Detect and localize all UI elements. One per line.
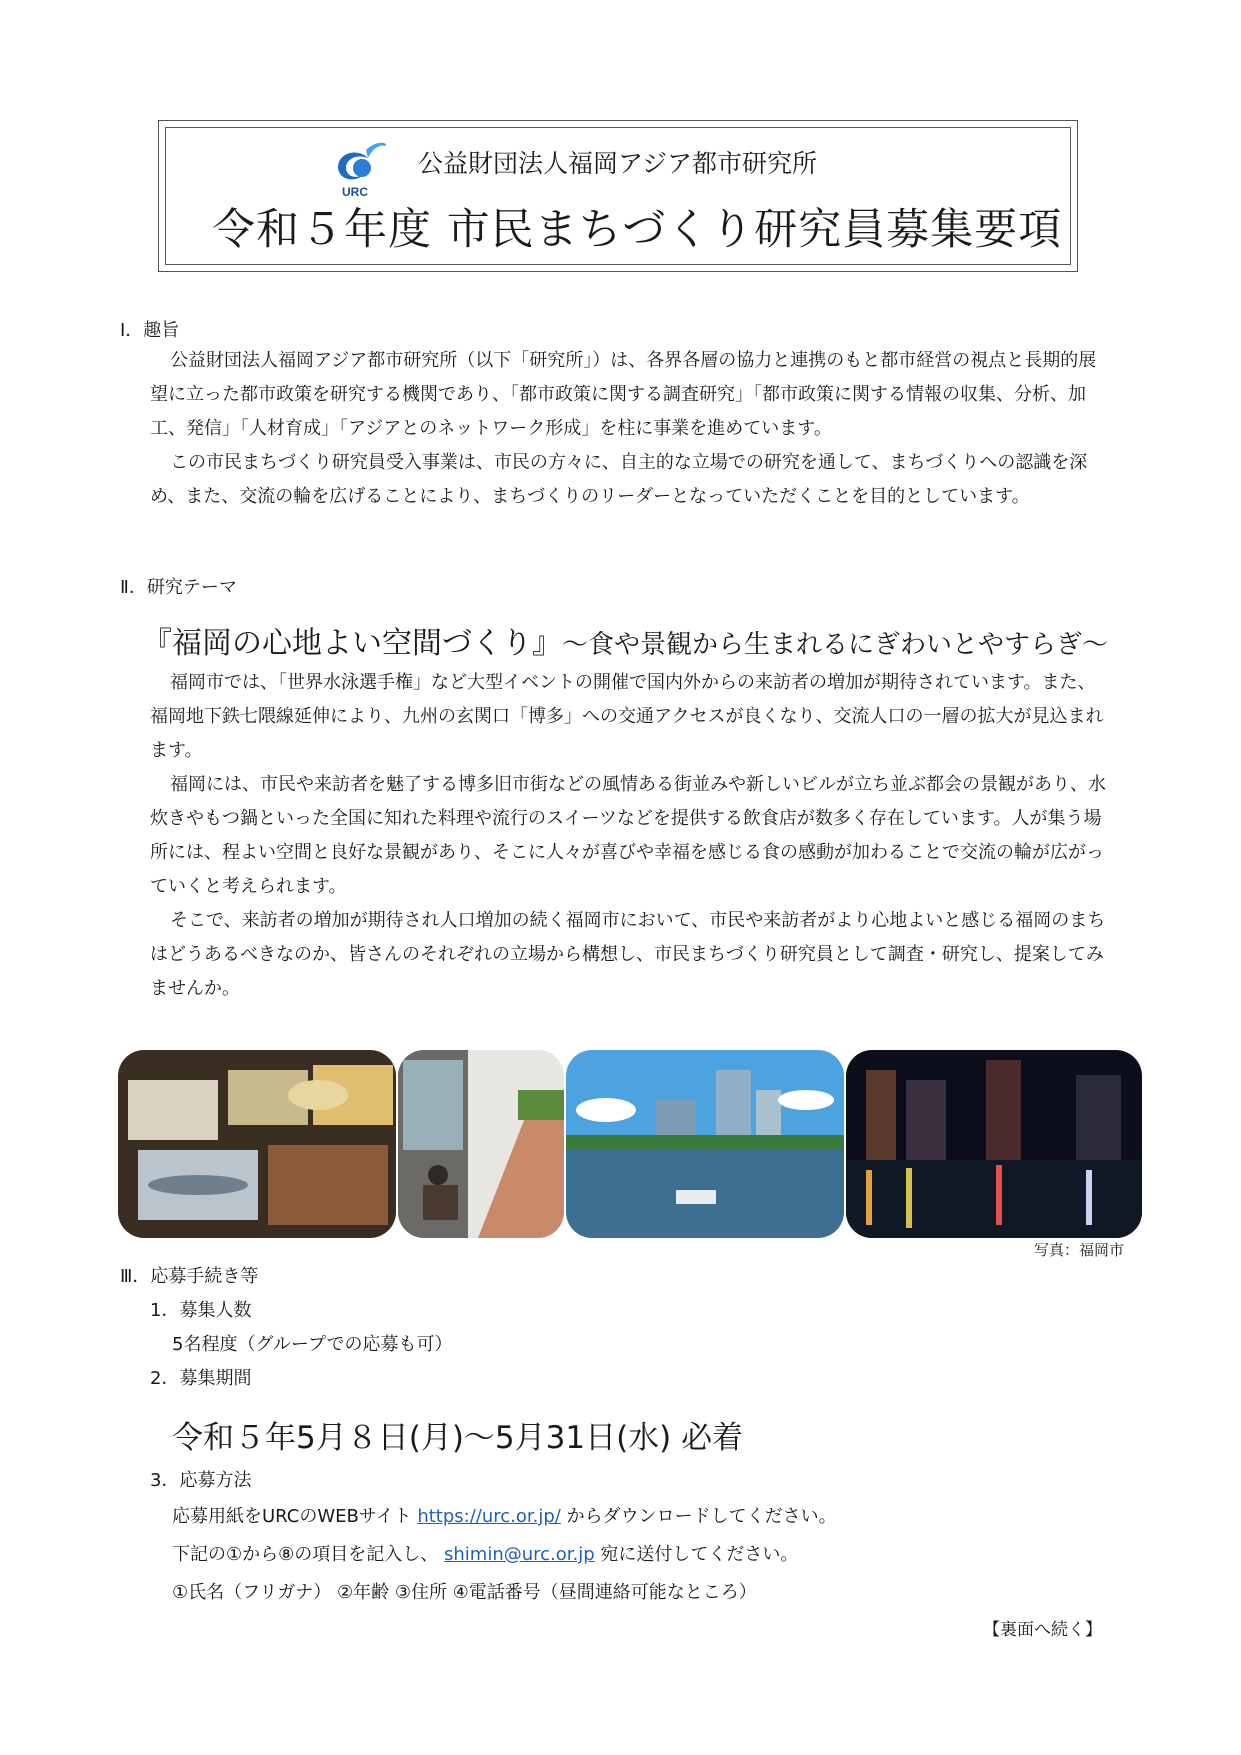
section1-paragraph-1: 公益財団法人福岡アジア都市研究所（以下「研究所」）は、各界各層の協力と連携のもと都市経営の視点と長期的展望に立った都市政策を研究する機関であり、「都市政策に関する調査研究」「都市政策に関する情報の収集、分析、加工、発信」「人材育成」「アジアとのネットワーク形成」を柱に事業を進めています。 bbox=[150, 350, 1097, 439]
theme-subtitle: ～食や景観から生まれるにぎわいとやすらぎ～ bbox=[562, 630, 1109, 660]
application-line-1 bbox=[172, 1502, 837, 1528]
organization-name: 公益財団法人福岡アジア都市研究所 bbox=[418, 149, 818, 178]
application-items-list: ①氏名（フリガナ） ②年齢 ③住所 ④電話番号（昼間連絡可能なところ） bbox=[172, 1582, 757, 1603]
continue-note: 【裏面へ続く】 bbox=[983, 1620, 1102, 1640]
urc-website-link[interactable]: https://urc.or.jp/ bbox=[417, 1506, 561, 1527]
photo-credit: 写真：福岡市 bbox=[1034, 1241, 1125, 1259]
email-link[interactable]: shimin@urc.or.jp bbox=[444, 1544, 595, 1565]
application-line-2 bbox=[172, 1540, 798, 1566]
section3-heading: Ⅲ．応募手続き等 bbox=[120, 1266, 259, 1287]
photo-night-riverside bbox=[846, 1050, 1142, 1238]
application-line-2-prefix: 下記の①から⑧の項目を記入し、 bbox=[172, 1544, 444, 1565]
section2-heading: Ⅱ．研究テーマ bbox=[120, 577, 237, 598]
header-inner-frame bbox=[165, 127, 1071, 265]
header-frame bbox=[158, 120, 1078, 272]
recruit-count-heading: 1．募集人数 bbox=[150, 1300, 252, 1321]
research-theme bbox=[142, 618, 1108, 662]
photo-fish-market bbox=[118, 1050, 396, 1238]
section1-heading: Ⅰ．趣旨 bbox=[120, 320, 180, 341]
urc-logo-icon bbox=[328, 138, 392, 200]
section2-body bbox=[150, 666, 1110, 1006]
photo-river-boat bbox=[566, 1050, 844, 1238]
application-line-1-suffix: からダウンロードしてください。 bbox=[560, 1506, 837, 1527]
section1-paragraph-2: この市民まちづくり研究員受入事業は、市民の方々に、自主的な立場での研究を通して、まちづくりへの認識を深め、また、交流の輪を広げることにより、まちづくりのリーダーとなっていただくことを目的としています。 bbox=[150, 452, 1088, 507]
theme-main: 『福岡の心地よい空間づくり』 bbox=[142, 626, 562, 661]
recruit-period-value: 令和５年5月８日(月)～5月31日(水) 必着 bbox=[172, 1420, 744, 1456]
logo-text: URC bbox=[342, 185, 368, 199]
section2-paragraph-1: 福岡市では、「世界水泳選手権」など大型イベントの開催で国内外からの来訪者の増加が期待されています。また、福岡地下鉄七隈線延伸により、九州の玄関口「博多」への交通アクセスが良くなり、交流人口の一層の拡大が見込まれます。 bbox=[150, 672, 1104, 761]
section2-paragraph-3: そこで、来訪者の増加が期待され人口増加の続く福岡市において、市民や来訪者がより心地よいと感じる福岡のまちはどうあるべきなのか、皆さんのそれぞれの立場から構想し、市民まちづくり研究員として調査・研究し、提案してみませんか。 bbox=[150, 910, 1106, 999]
application-method-heading: 3．応募方法 bbox=[150, 1470, 252, 1491]
section1-body bbox=[150, 344, 1110, 514]
section2-paragraph-2: 福岡には、市民や来訪者を魅了する博多旧市街などの風情ある街並みや新しいビルが立ち並ぶ都会の景観があり、水炊きやもつ鍋といった全国に知れた料理や流行のスイーツなどを提供する飲食店が数多く存在しています。人が集う場所には、程よい空間と良好な景観があり、そこに人々が喜びや幸福を感じる食の感動が加わることで交流の輪が広がっていくと考えられます。 bbox=[150, 774, 1106, 897]
page-title: 令和５年度 市民まちづくり研究員募集要項 bbox=[212, 205, 1063, 255]
recruit-count-value: 5名程度（グループでの応募も可） bbox=[172, 1334, 453, 1355]
photo-strip bbox=[118, 1050, 1143, 1238]
photo-riverside-cafe bbox=[398, 1050, 564, 1238]
application-line-2-suffix: 宛に送付してください。 bbox=[594, 1544, 799, 1565]
application-line-1-prefix: 応募用紙をURCのWEBサイト bbox=[172, 1506, 418, 1527]
recruit-period-heading: 2．募集期間 bbox=[150, 1368, 252, 1389]
